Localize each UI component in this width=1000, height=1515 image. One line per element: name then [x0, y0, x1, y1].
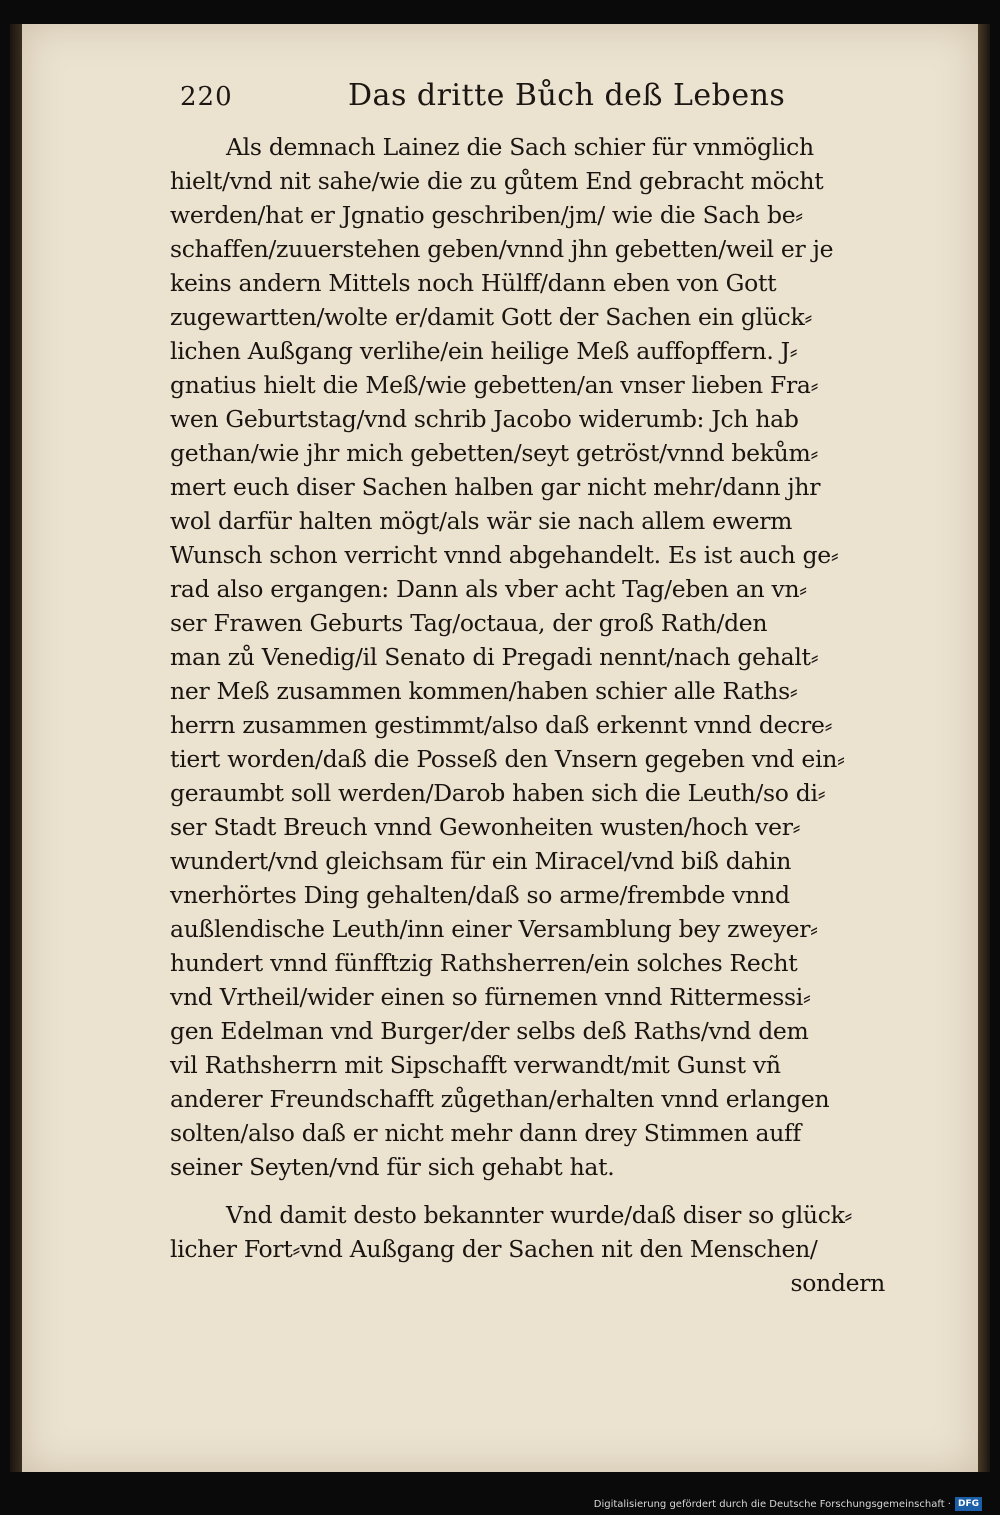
paragraph-2 — [170, 1198, 915, 1266]
book-edge-right — [978, 24, 990, 1472]
text-line: Vnd damit desto bekannter wurde/daß diser so glück⸗ — [226, 1201, 853, 1229]
text-line: schaffen/zuuerstehen geben/vnnd jhn gebetten/weil er je — [170, 235, 834, 263]
page-header — [170, 78, 930, 122]
text-line: hundert vnnd fünfftzig Rathsherren/ein solches Recht — [170, 949, 798, 977]
digitization-footer — [594, 1496, 982, 1512]
text-line: ner Meß zusammen kommen/haben schier alle Raths⸗ — [170, 677, 798, 705]
catchword: sondern — [790, 1269, 885, 1297]
text-line: tiert worden/daß die Posseß den Vnsern gegeben vnd ein⸗ — [170, 745, 845, 773]
text-line: seiner Seyten/vnd für sich gehabt hat. — [170, 1153, 615, 1181]
book-edge-left — [10, 24, 22, 1472]
text-line: werden/hat er Jgnatio geschriben/jm/ wie die Sach be⸗ — [170, 201, 803, 229]
text-line: wundert/vnd gleichsam für ein Miracel/vnd biß dahin — [170, 847, 792, 875]
text-line: ser Frawen Geburts Tag/octaua, der groß Rath/den — [170, 609, 768, 637]
text-line: anderer Freundschafft zůgethan/erhalten vnnd erlangen — [170, 1085, 830, 1113]
text-line: solten/also daß er nicht mehr dann drey Stimmen auff — [170, 1119, 801, 1147]
text-line: gen Edelman vnd Burger/der selbs deß Raths/vnd dem — [170, 1017, 809, 1045]
text-line: außlendische Leuth/inn einer Versamblung bey zweyer⸗ — [170, 915, 818, 943]
text-line: man zů Venedig/il Senato di Pregadi nennt/nach gehalt⸗ — [170, 643, 819, 671]
text-line: ser Stadt Breuch vnnd Gewonheiten wusten/hoch ver⸗ — [170, 813, 801, 841]
text-line: hielt/vnd nit sahe/wie die zu gůtem End gebracht möcht — [170, 167, 824, 195]
page-number: 220 — [180, 82, 233, 112]
body-text — [170, 130, 915, 1300]
text-line: Als demnach Lainez die Sach schier für vnmöglich — [226, 133, 814, 161]
text-line: lichen Außgang verlihe/ein heilige Meß auffopffern. J⸗ — [170, 337, 798, 365]
text-line: zugewartten/wolte er/damit Gott der Sachen ein glück⸗ — [170, 303, 812, 331]
text-line: wol darfür halten mögt/als wär sie nach allem ewerm — [170, 507, 793, 535]
text-line: vil Rathsherrn mit Sipschafft verwandt/mit Gunst vñ — [170, 1051, 781, 1079]
text-line: gnatius hielt die Meß/wie gebetten/an vnser lieben Fra⸗ — [170, 371, 819, 399]
text-line: vnerhörtes Ding gehalten/daß so arme/frembde vnnd — [170, 881, 790, 909]
paragraph-gap — [170, 1184, 915, 1198]
text-line: gethan/wie jhr mich gebetten/seyt getröst/vnnd bekům⸗ — [170, 439, 818, 467]
text-line: vnd Vrtheil/wider einen so fürnemen vnnd Rittermessi⸗ — [170, 983, 811, 1011]
text-line: licher Fort⸗vnd Außgang der Sachen nit den Menschen/ — [170, 1235, 818, 1263]
text-line: herrn zusammen gestimmt/also daß erkennt vnnd decre⸗ — [170, 711, 833, 739]
text-line: mert euch diser Sachen halben gar nicht mehr/dann jhr — [170, 473, 821, 501]
text-line: wen Geburtstag/vnd schrib Jacobo widerumb: Jch hab — [170, 405, 799, 433]
text-line: rad also ergangen: Dann als vber acht Tag/eben an vn⸗ — [170, 575, 807, 603]
text-line: keins andern Mittels noch Hülff/dann eben von Gott — [170, 269, 777, 297]
funding-credit: Digitalisierung gefördert durch die Deutsche Forschungsgemeinschaft · — [593, 1498, 951, 1510]
text-line: Wunsch schon verricht vnnd abgehandelt. Es ist auch ge⸗ — [170, 541, 839, 569]
dfg-logo: DFG — [955, 1497, 982, 1511]
text-line: geraumbt soll werden/Darob haben sich die Leuth/so di⸗ — [170, 779, 826, 807]
running-head: Das dritte Bůch deß Lebens — [348, 78, 786, 113]
paragraph-1 — [170, 130, 915, 1184]
